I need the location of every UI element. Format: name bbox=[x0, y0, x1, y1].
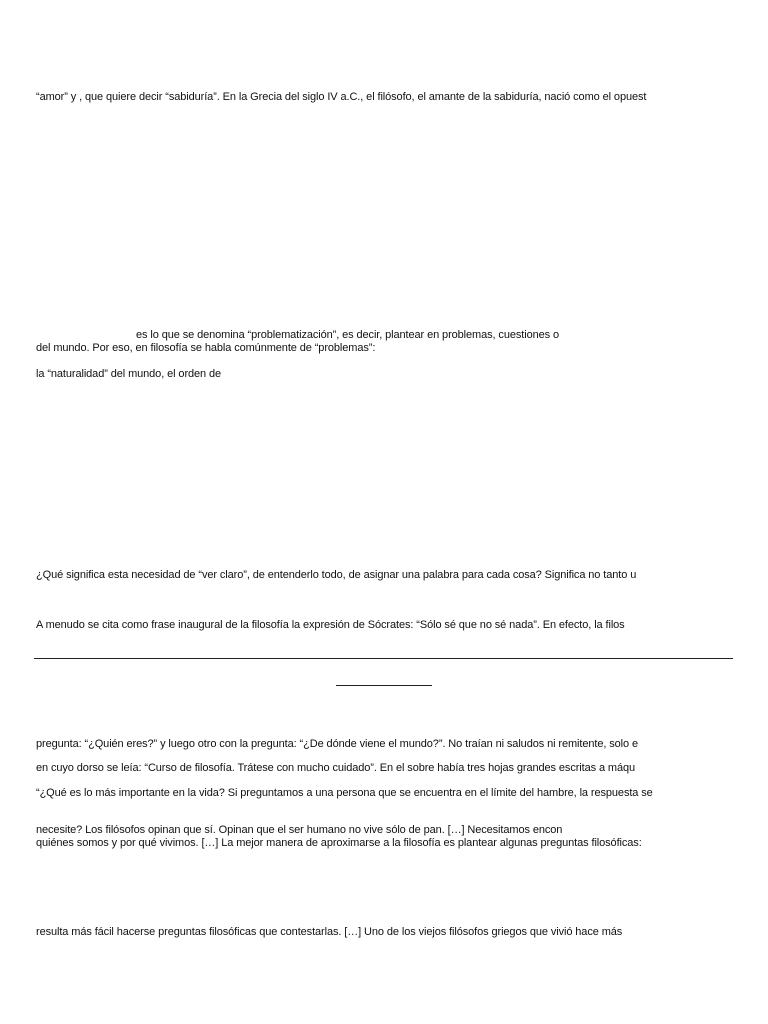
text-line-11: quiénes somos y por qué vivimos. […] La mejor manera de aproximarse a la filosofía es plantear algunas preguntas filosóficas: bbox=[36, 837, 642, 849]
text-line-1: “amor” y , que quiere decir “sabiduría”. En la Grecia del siglo IV a.C., el filósofo, el amante de la sabiduría, nació como el opuest bbox=[36, 91, 647, 103]
short-divider bbox=[336, 685, 432, 686]
text-line-7: pregunta: “¿Quién eres?” y luego otro con la pregunta: “¿De dónde viene el mundo?”. No traían ni saludos ni remitente, solo e bbox=[36, 738, 639, 750]
text-line-6: A menudo se cita como frase inaugural de la filosofía la expresión de Sócrates: “Sólo sé que no sé nada”. En efecto, la filos bbox=[36, 619, 625, 631]
text-line-8: en cuyo dorso se leía: “Curso de filosofía. Trátese con mucho cuidado”. En el sobre había tres hojas grandes escritas a máqu bbox=[36, 762, 636, 774]
horizontal-divider bbox=[34, 658, 733, 659]
text-line-3: del mundo. Por eso, en filosofía se habla comúnmente de “problemas”: bbox=[36, 342, 376, 354]
text-line-10: necesite? Los filósofos opinan que sí. Opinan que el ser humano no vive sólo de pan. […] Necesitamos encon bbox=[36, 824, 563, 836]
text-line-9: “¿Qué es lo más importante en la vida? Si preguntamos a una persona que se encuentra en el límite del hambre, la respuesta se bbox=[36, 787, 653, 799]
text-line-2: es lo que se denomina “problematización”, es decir, plantear en problemas, cuestiones o bbox=[136, 329, 559, 341]
text-line-12: resulta más fácil hacerse preguntas filosóficas que contestarlas. […] Uno de los viejos filósofos griegos que vivió hace más bbox=[36, 926, 623, 938]
text-line-4: la “naturalidad” del mundo, el orden de bbox=[36, 368, 222, 380]
text-line-5: ¿Qué significa esta necesidad de “ver claro”, de entenderlo todo, de asignar una palabra para cada cosa? Significa no tanto u bbox=[36, 569, 637, 581]
